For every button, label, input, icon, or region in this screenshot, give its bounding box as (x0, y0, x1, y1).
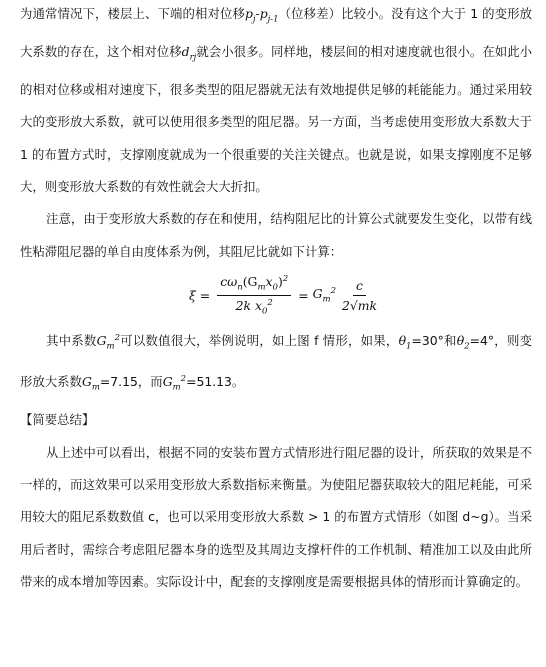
math-drj: $d_{rj}$ (181, 43, 197, 63)
paragraph-coefficient-example: 其中系数$G_m^2$可以数值很大，举例说明，如上图 f 情形，如果，$\theta_1=30^\circ$和$\theta_2=4^\circ$，则变形放大系数$G_m=7.15$，而$G_m^2=51.13$。 (20, 333, 532, 393)
formula-fraction-1: $\frac{c\omega_n(G_mx_0)^2}{2k x_0^2}$ (217, 274, 291, 316)
math-pj: $p_j-p_{j-1}$ (244, 6, 279, 25)
formula-equals: = (199, 287, 211, 303)
text-run: 为通常情况下，楼层上、下端的相对位移 (20, 6, 245, 21)
text-run: （位移差）比较小。没有这个大于 1 的变形放大系数的存在，这个相对位移 (20, 6, 532, 59)
paragraph-deformation-amplification (20, 0, 532, 203)
formula-gm-squared: $G_m^2$ (312, 285, 336, 305)
formula-xi: ξ (188, 287, 196, 303)
formula-equals: = (298, 287, 309, 303)
paragraph-damping-ratio-intro: 注意，由于变形放大系数的存在和使用，结构阻尼比的计算公式就要发生变化，以带有线性粘滞阻尼器的单自由度体系为例，其阻尼比就如下计算： (20, 211, 532, 259)
formula-fraction-2: $\frac{c}{2√mk}$ (341, 277, 378, 313)
text-run: 就会小很多。同样地，楼层间的相对速度就也很小。在如此小的相对位移或相对速度下，很多类型的阻尼器就无法有效地提供足够的耗能能力。通过采用较大的变形放大系数，就可以使用很多类型的阻尼器。另一方面，当考虑使用变形放大系数大于 1 的布置方式时，支撑刚度就成为一个很重要的关注关键点。也就是说，如果支撑刚度不足够大，则变形放大系数的有效性就会大大折扣。 (20, 43, 533, 194)
damping-ratio-formula (20, 268, 532, 322)
section-heading-summary: 【简要总结】 (20, 412, 95, 428)
paragraph-summary: 从上述中可以看出，根据不同的安装布置方式情形进行阻尼器的设计，所获取的效果是不一样的，而这效果可以采用变形放大系数指标来衡量。为使阻尼器获取较大的阻尼耗能，可采用较大的阻尼系数数值 c，也可以采用变形放大系数 > 1 的布置方式情形（如图 d~g）。当采用后者时，需综合考虑阻尼器本身的选型及其周边支撑杆件的工作机制、精准加工以及由此所带来的成本增加等因素。实际设计中，配套的支撑刚度是需要根据具体的情形而计算确定的。 (20, 444, 532, 590)
